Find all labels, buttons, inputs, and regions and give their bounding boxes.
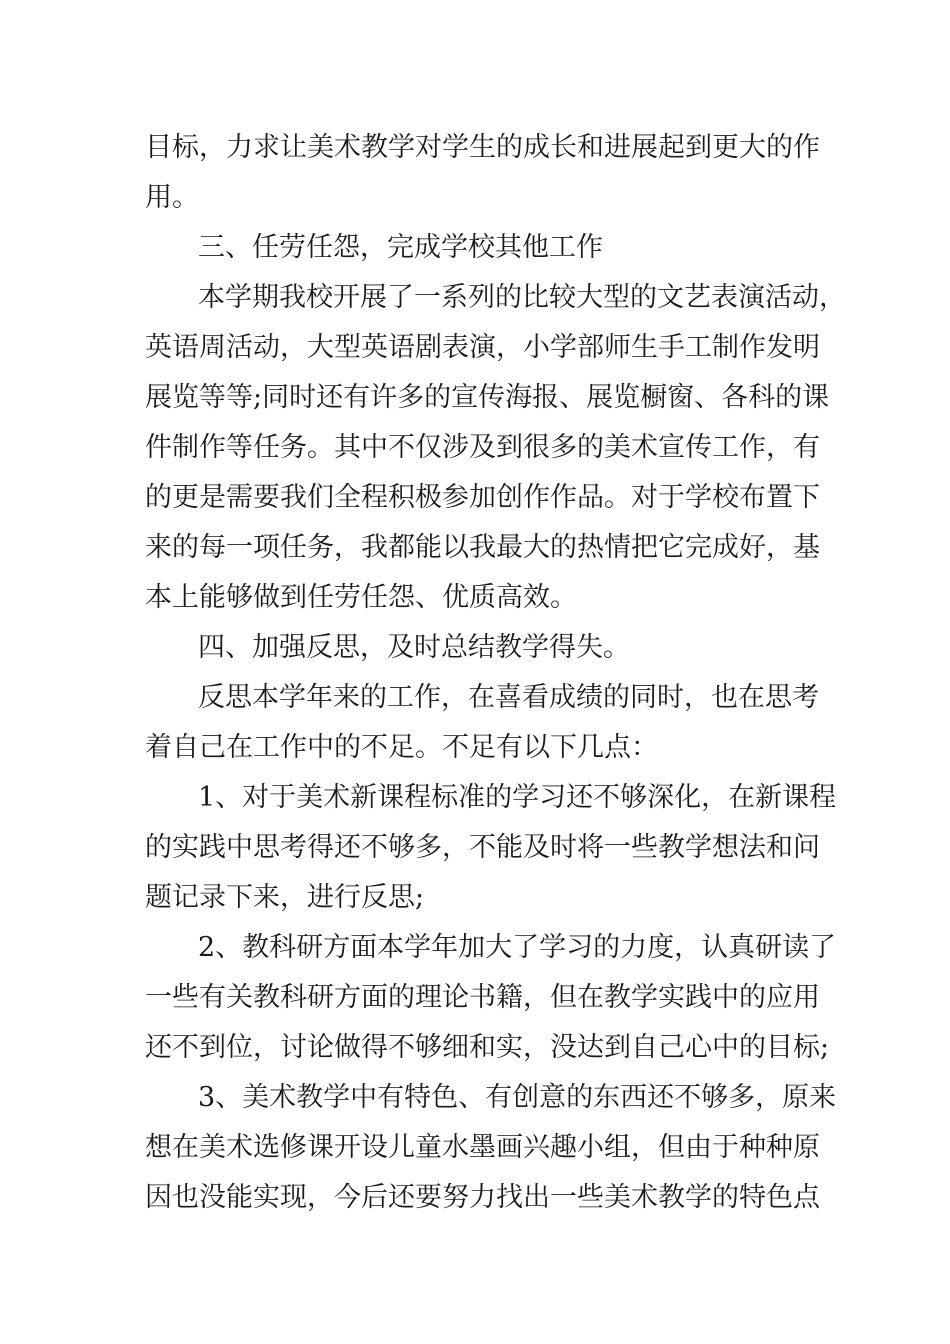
body-text-line: 本学期我校开展了一系列的比较大型的文艺表演活动， [198, 282, 846, 313]
section-heading-3: 三、任劳任怨，完成学校其他工作 [198, 232, 603, 263]
body-text-line: 题记录下来，进行反思; [145, 882, 425, 913]
body-text-line: 来的每一项任务，我都能以我最大的热情把它完成好，基 [145, 532, 820, 563]
body-text-line: 的更是需要我们全程积极参加创作作品。对于学校布置下 [145, 482, 820, 513]
body-text-line: 本上能够做到任劳任怨、优质高效。 [145, 582, 577, 613]
body-text-line: 一些有关教科研方面的理论书籍，但在教学实践中的应用 [145, 982, 820, 1013]
body-text-line: 想在美术选修课开设儿童水墨画兴趣小组，但由于种种原 [145, 1132, 820, 1163]
list-item-2: 2、教科研方面本学年加大了学习的力度，认真研读了 [198, 932, 837, 963]
body-text-line: 的实践中思考得还不够多，不能及时将一些教学想法和问 [145, 832, 820, 863]
body-text-line: 用。 [145, 182, 199, 213]
body-text-line: 展览等等;同时还有许多的宣传海报、展览橱窗、各科的课 [145, 382, 830, 413]
body-text-line: 因也没能实现，今后还要努力找出一些美术教学的特色点 [145, 1182, 820, 1213]
body-text-line: 英语周活动，大型英语剧表演，小学部师生手工制作发明 [145, 332, 820, 363]
section-heading-4: 四、加强反思，及时总结教学得失。 [198, 632, 630, 663]
list-item-1: 1、对于美术新课程标准的学习还不够深化，在新课程 [198, 782, 837, 813]
body-text-line: 件制作等任务。其中不仅涉及到很多的美术宣传工作，有 [145, 432, 820, 463]
body-text-line: 反思本学年来的工作，在喜看成绩的同时，也在思考 [198, 682, 819, 713]
list-item-3: 3、美术教学中有特色、有创意的东西还不够多，原来 [198, 1082, 837, 1113]
body-text-line: 着自己在工作中的不足。不足有以下几点： [145, 732, 658, 763]
body-text-line: 目标，力求让美术教学对学生的成长和进展起到更大的作 [145, 132, 820, 163]
body-text-line: 还不到位，讨论做得不够细和实，没达到自己心中的目标; [145, 1032, 830, 1063]
